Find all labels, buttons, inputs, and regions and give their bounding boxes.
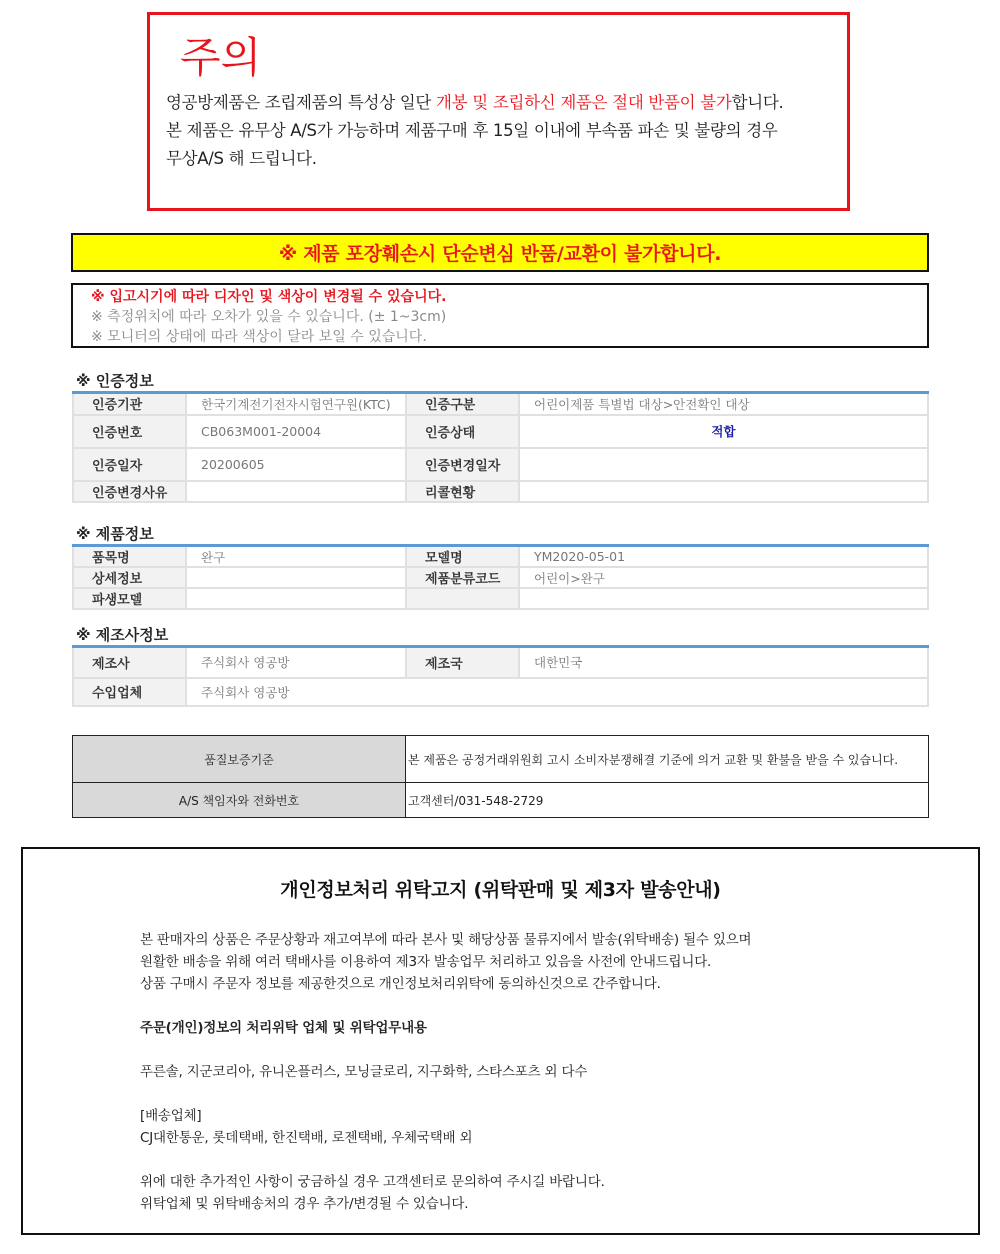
cell-label: 상세정보 <box>73 567 186 588</box>
privacy-intro-line: 본 판매자의 상품은 주문상황과 재고여부에 따라 본사 및 해당상품 물류지에서 발송(위탁배송) 될수 있으며 <box>140 932 752 948</box>
table-row <box>73 567 928 588</box>
cell-value: 한국기계전기전자시험연구원(KTC) <box>186 393 406 415</box>
privacy-footer-line: 위에 대한 추가적인 사항이 궁금하실 경우 고객센터로 문의하여 주시길 바랍니다. <box>140 1174 605 1190</box>
privacy-subheading: 주문(개인)정보의 처리위탁 업체 및 위탁업무내용 <box>140 1020 427 1036</box>
privacy-footer-line: 위탁업체 및 위탁배송처의 경우 추가/변경될 수 있습니다. <box>140 1196 469 1212</box>
privacy-intro-line: 원활한 배송을 위해 여러 택배사를 이용하여 제3자 발송업무 처리하고 있음을 사전에 안내드립니다. <box>140 954 712 970</box>
certification-table <box>72 391 929 503</box>
caution-highlight: 개봉 및 조립하신 제품은 절대 반품이 불가 <box>436 93 732 112</box>
certification-heading: ※ 인증정보 <box>76 372 154 390</box>
caution-line-3: 무상A/S 해 드립니다. <box>166 149 317 168</box>
caution-line-1 <box>166 89 783 117</box>
cell-value: 완구 <box>186 546 406 568</box>
cell-label: 리콜현황 <box>406 481 519 502</box>
table-row <box>73 393 928 415</box>
caution-title: 주의 <box>180 34 262 81</box>
privacy-notice-box <box>21 847 980 1235</box>
cell-label: 인증구분 <box>406 393 519 415</box>
cell-value: 20200605 <box>186 448 406 481</box>
cell-label: 모델명 <box>406 546 519 568</box>
cell-value: 주식회사 영공방 <box>186 678 928 706</box>
product-heading: ※ 제품정보 <box>76 525 154 543</box>
no-return-banner <box>71 233 929 272</box>
certification-status: 적합 <box>519 415 928 448</box>
cell-value <box>186 481 406 502</box>
caution-line-1-end: 합니다. <box>731 93 784 112</box>
cell-label: 품목명 <box>73 546 186 568</box>
privacy-body <box>140 929 751 1215</box>
shipping-list: CJ대한통운, 롯데택배, 한진택배, 로젠택배, 우체국택배 외 <box>140 1130 473 1146</box>
cell-label: 인증기관 <box>73 393 186 415</box>
cell-label: 품질보증기준 <box>73 736 406 783</box>
warranty-table <box>72 735 929 818</box>
product-table <box>72 544 929 610</box>
note-item: ※ 측정위치에 따라 오차가 있을 수 있습니다. (± 1~3cm) <box>91 309 447 325</box>
cell-label: 파생모델 <box>73 588 186 609</box>
cell-label: 인증상태 <box>406 415 519 448</box>
privacy-partners: 푸른솔, 지군코리아, 유니온플러스, 모닝글로리, 지구화학, 스타스포츠 외 다수 <box>140 1064 588 1080</box>
cell-label: 인증일자 <box>73 448 186 481</box>
table-row <box>73 481 928 502</box>
note-item: ※ 모니터의 상태에 따라 색상이 달라 보일 수 있습니다. <box>91 329 427 345</box>
cell-value: 주식회사 영공방 <box>186 647 406 678</box>
note-item: ※ 입고시기에 따라 디자인 및 색상이 변경될 수 있습니다. <box>91 289 447 305</box>
caution-line-2: 본 제품은 유무상 A/S가 가능하며 제품구매 후 15일 이내에 부속품 파손 및 불량의 경우 <box>166 121 778 140</box>
caution-body <box>166 89 783 173</box>
cell-value: 어린이>완구 <box>519 567 928 588</box>
cell-label: 제조사 <box>73 647 186 678</box>
privacy-title: 개인정보처리 위탁고지 (위탁판매 및 제3자 발송안내) <box>280 879 721 901</box>
shipping-heading: [배송업체] <box>140 1108 202 1124</box>
privacy-intro-line: 상품 구매시 주문자 정보를 제공한것으로 개인정보처리위탁에 동의하신것으로 간주합니다. <box>140 976 661 992</box>
notes-box <box>71 283 929 348</box>
cell-value <box>519 448 928 481</box>
cell-value: CB063M001-20004 <box>186 415 406 448</box>
cell-label: 제품분류코드 <box>406 567 519 588</box>
table-row <box>73 647 928 678</box>
cell-value: YM2020-05-01 <box>519 546 928 568</box>
table-row <box>73 783 929 818</box>
table-row <box>73 415 928 448</box>
cell-value: 본 제품은 공정거래위원회 고시 소비자분쟁해결 기준에 의거 교환 및 환불을 받을 수 있습니다. <box>406 736 929 783</box>
cell-label: 인증변경일자 <box>406 448 519 481</box>
cell-value <box>519 481 928 502</box>
cell-value <box>186 567 406 588</box>
manufacturer-table <box>72 645 929 707</box>
table-row <box>73 448 928 481</box>
cell-label: A/S 책임자와 전화번호 <box>73 783 406 818</box>
caution-box <box>147 12 850 211</box>
cell-label: 인증번호 <box>73 415 186 448</box>
no-return-banner-text: ※ 제품 포장훼손시 단순변심 반품/교환이 불가합니다. <box>278 243 722 265</box>
table-row <box>73 678 928 706</box>
manufacturer-heading: ※ 제조사정보 <box>76 626 169 644</box>
cell-value: 어린이제품 특별법 대상>안전확인 대상 <box>519 393 928 415</box>
cell-value <box>186 588 406 609</box>
cell-label: 인증변경사유 <box>73 481 186 502</box>
cell-label <box>406 588 519 609</box>
table-row <box>73 546 928 568</box>
table-row <box>73 736 929 783</box>
cell-value <box>519 588 928 609</box>
cell-value: 대한민국 <box>519 647 928 678</box>
cell-label: 제조국 <box>406 647 519 678</box>
cell-value: 고객센터/031-548-2729 <box>406 783 929 818</box>
cell-label: 수입업체 <box>73 678 186 706</box>
table-row <box>73 588 928 609</box>
caution-line-1-text: 영공방제품은 조립제품의 특성상 일단 <box>166 93 437 112</box>
